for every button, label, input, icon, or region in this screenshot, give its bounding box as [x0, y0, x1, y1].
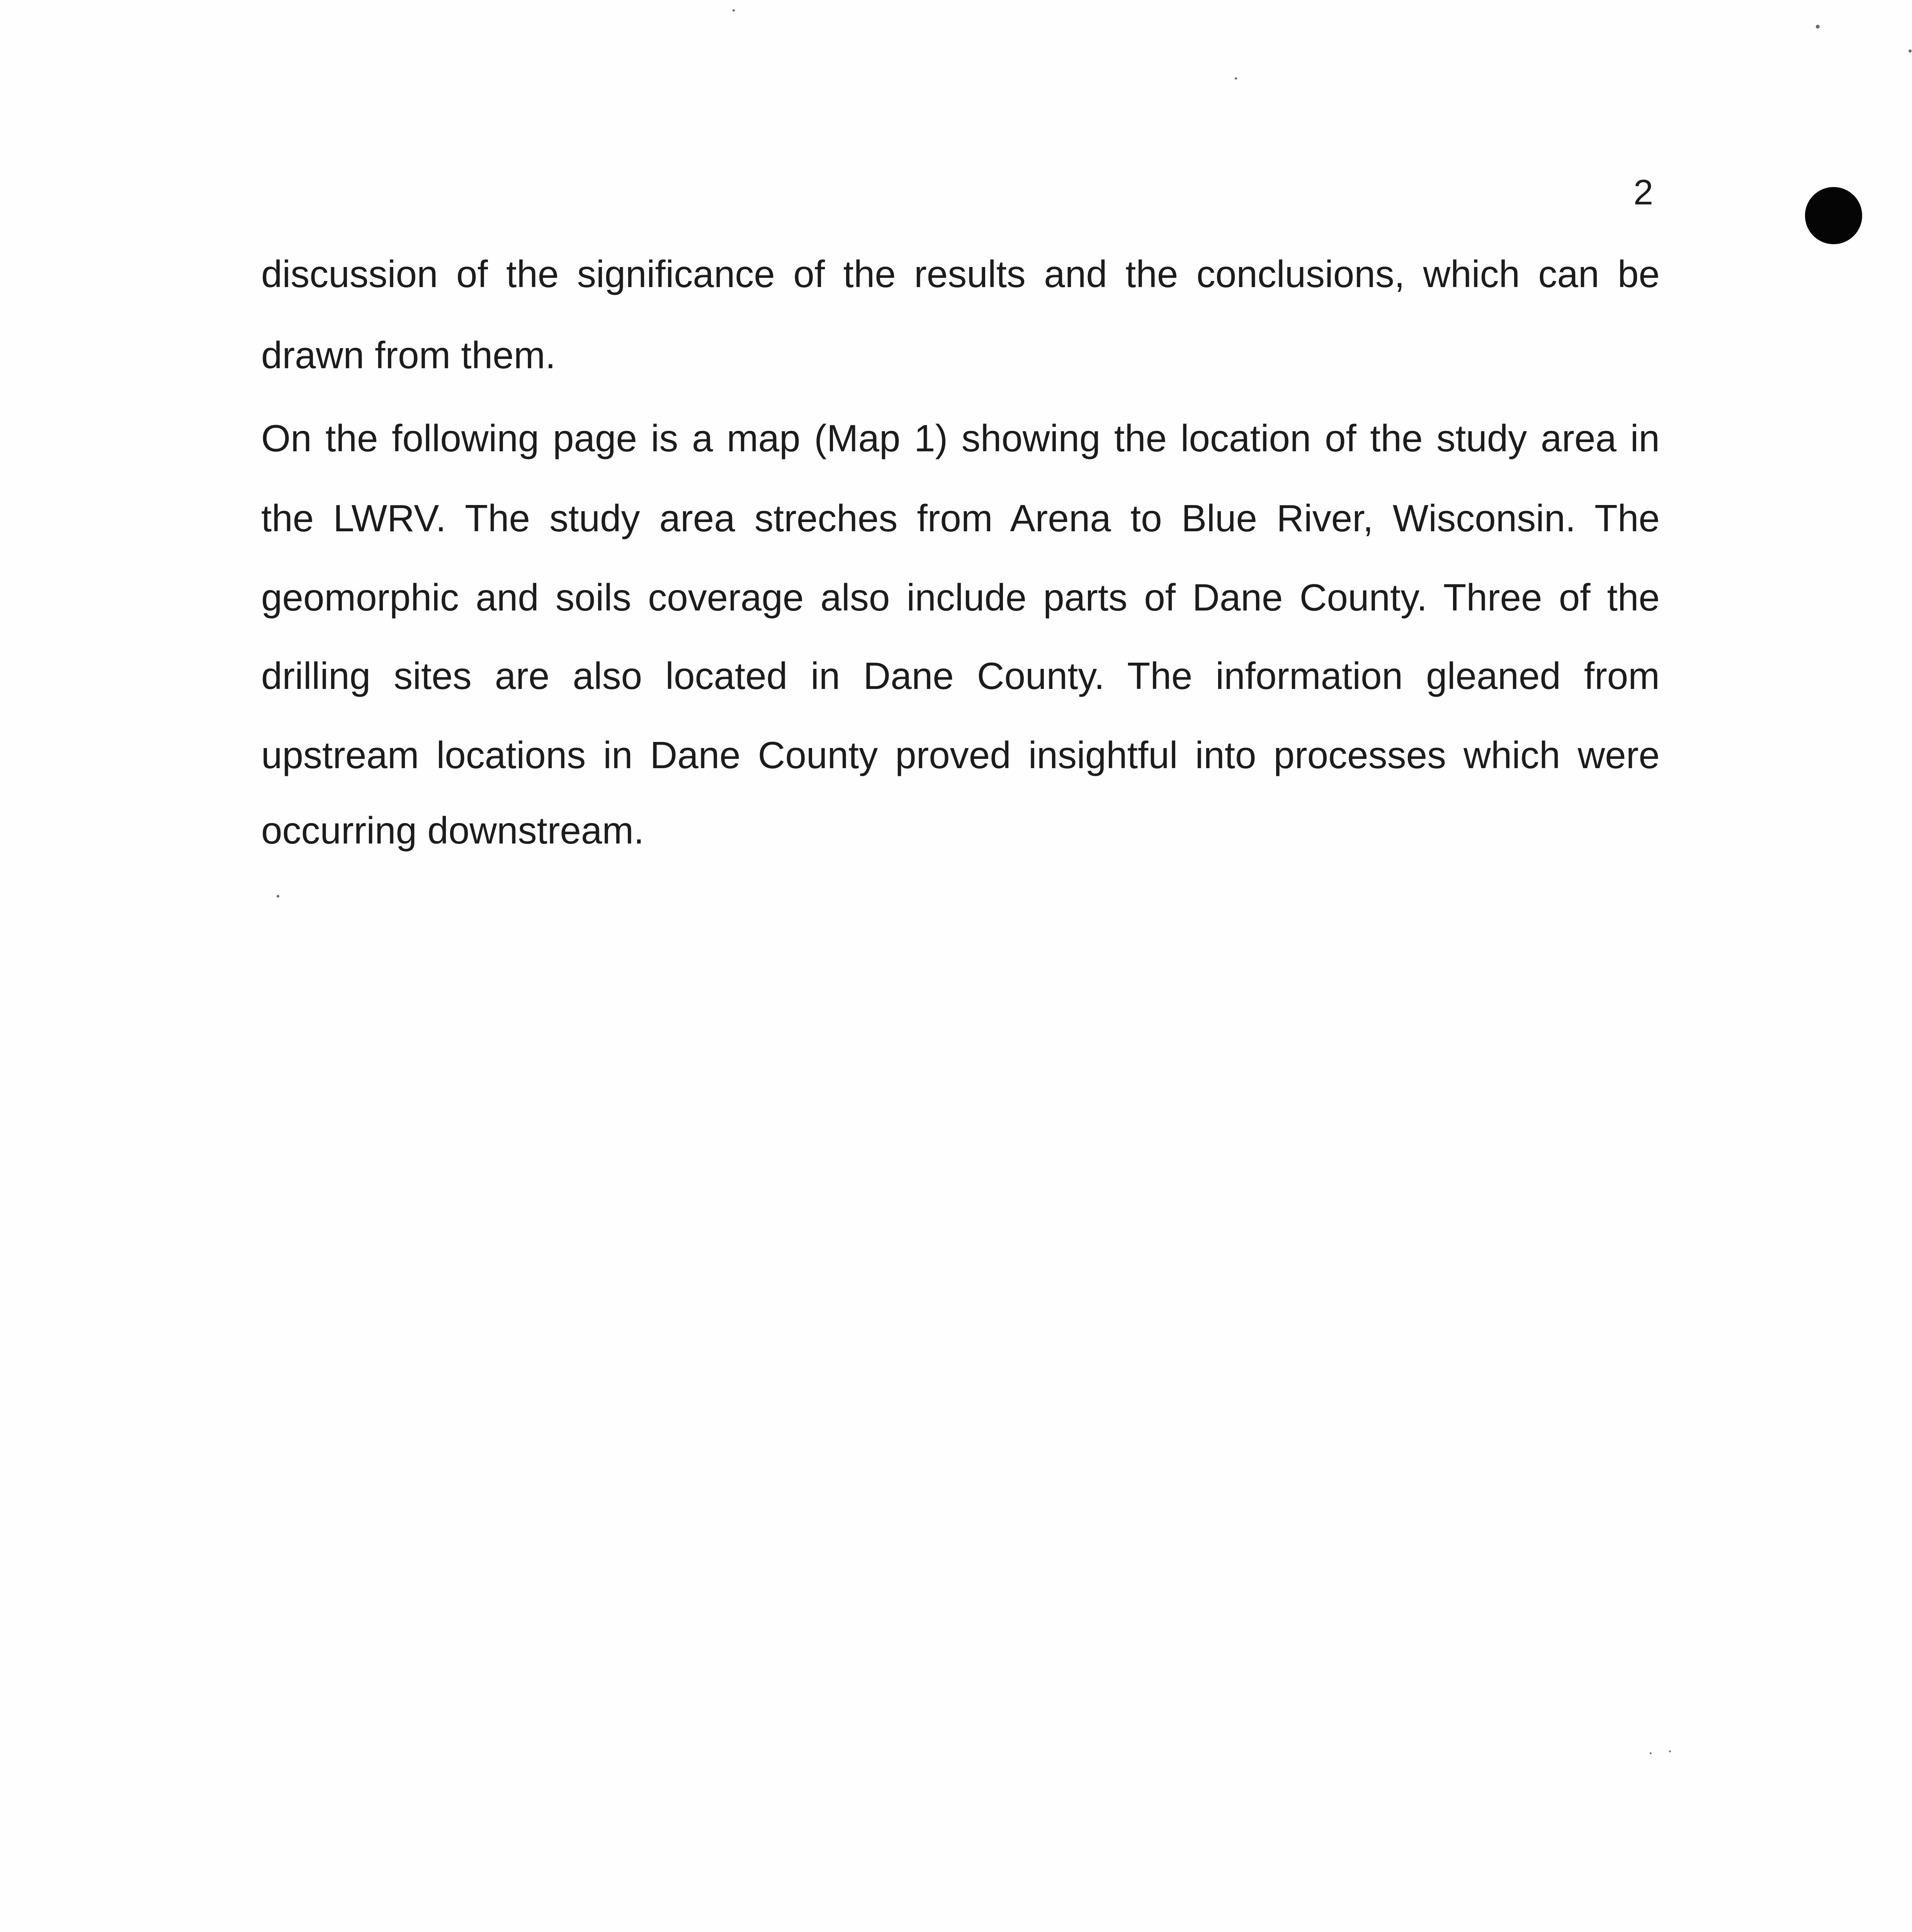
paragraph-line: the LWRV. The study area streches from Arena to Blue River, Wisconsin. The	[261, 497, 1660, 539]
scan-speck	[1816, 25, 1820, 29]
paragraph-line: occurring downstream.	[261, 809, 644, 852]
binder-hole	[1805, 187, 1862, 244]
scan-speck	[1235, 77, 1237, 80]
paragraph-line: drilling sites are also located in Dane County. The information gleaned from	[261, 655, 1660, 697]
paragraph-line: On the following page is a map (Map 1) showing the location of the study area in	[261, 417, 1660, 459]
scan-speck	[1669, 1750, 1671, 1752]
page-number: 2	[1633, 173, 1654, 212]
paragraph-line: drawn from them.	[261, 334, 556, 376]
scan-speck	[1650, 1752, 1652, 1754]
scan-speck	[733, 9, 735, 12]
scan-speck	[277, 895, 279, 898]
scan-speck	[1909, 49, 1912, 53]
paragraph-line: geomorphic and soils coverage also include parts of Dane County. Three of the	[261, 576, 1660, 619]
paragraph-line: discussion of the significance of the results and the conclusions, which can be	[261, 253, 1660, 295]
paragraph-line: upstream locations in Dane County proved insightful into processes which were	[261, 734, 1660, 776]
